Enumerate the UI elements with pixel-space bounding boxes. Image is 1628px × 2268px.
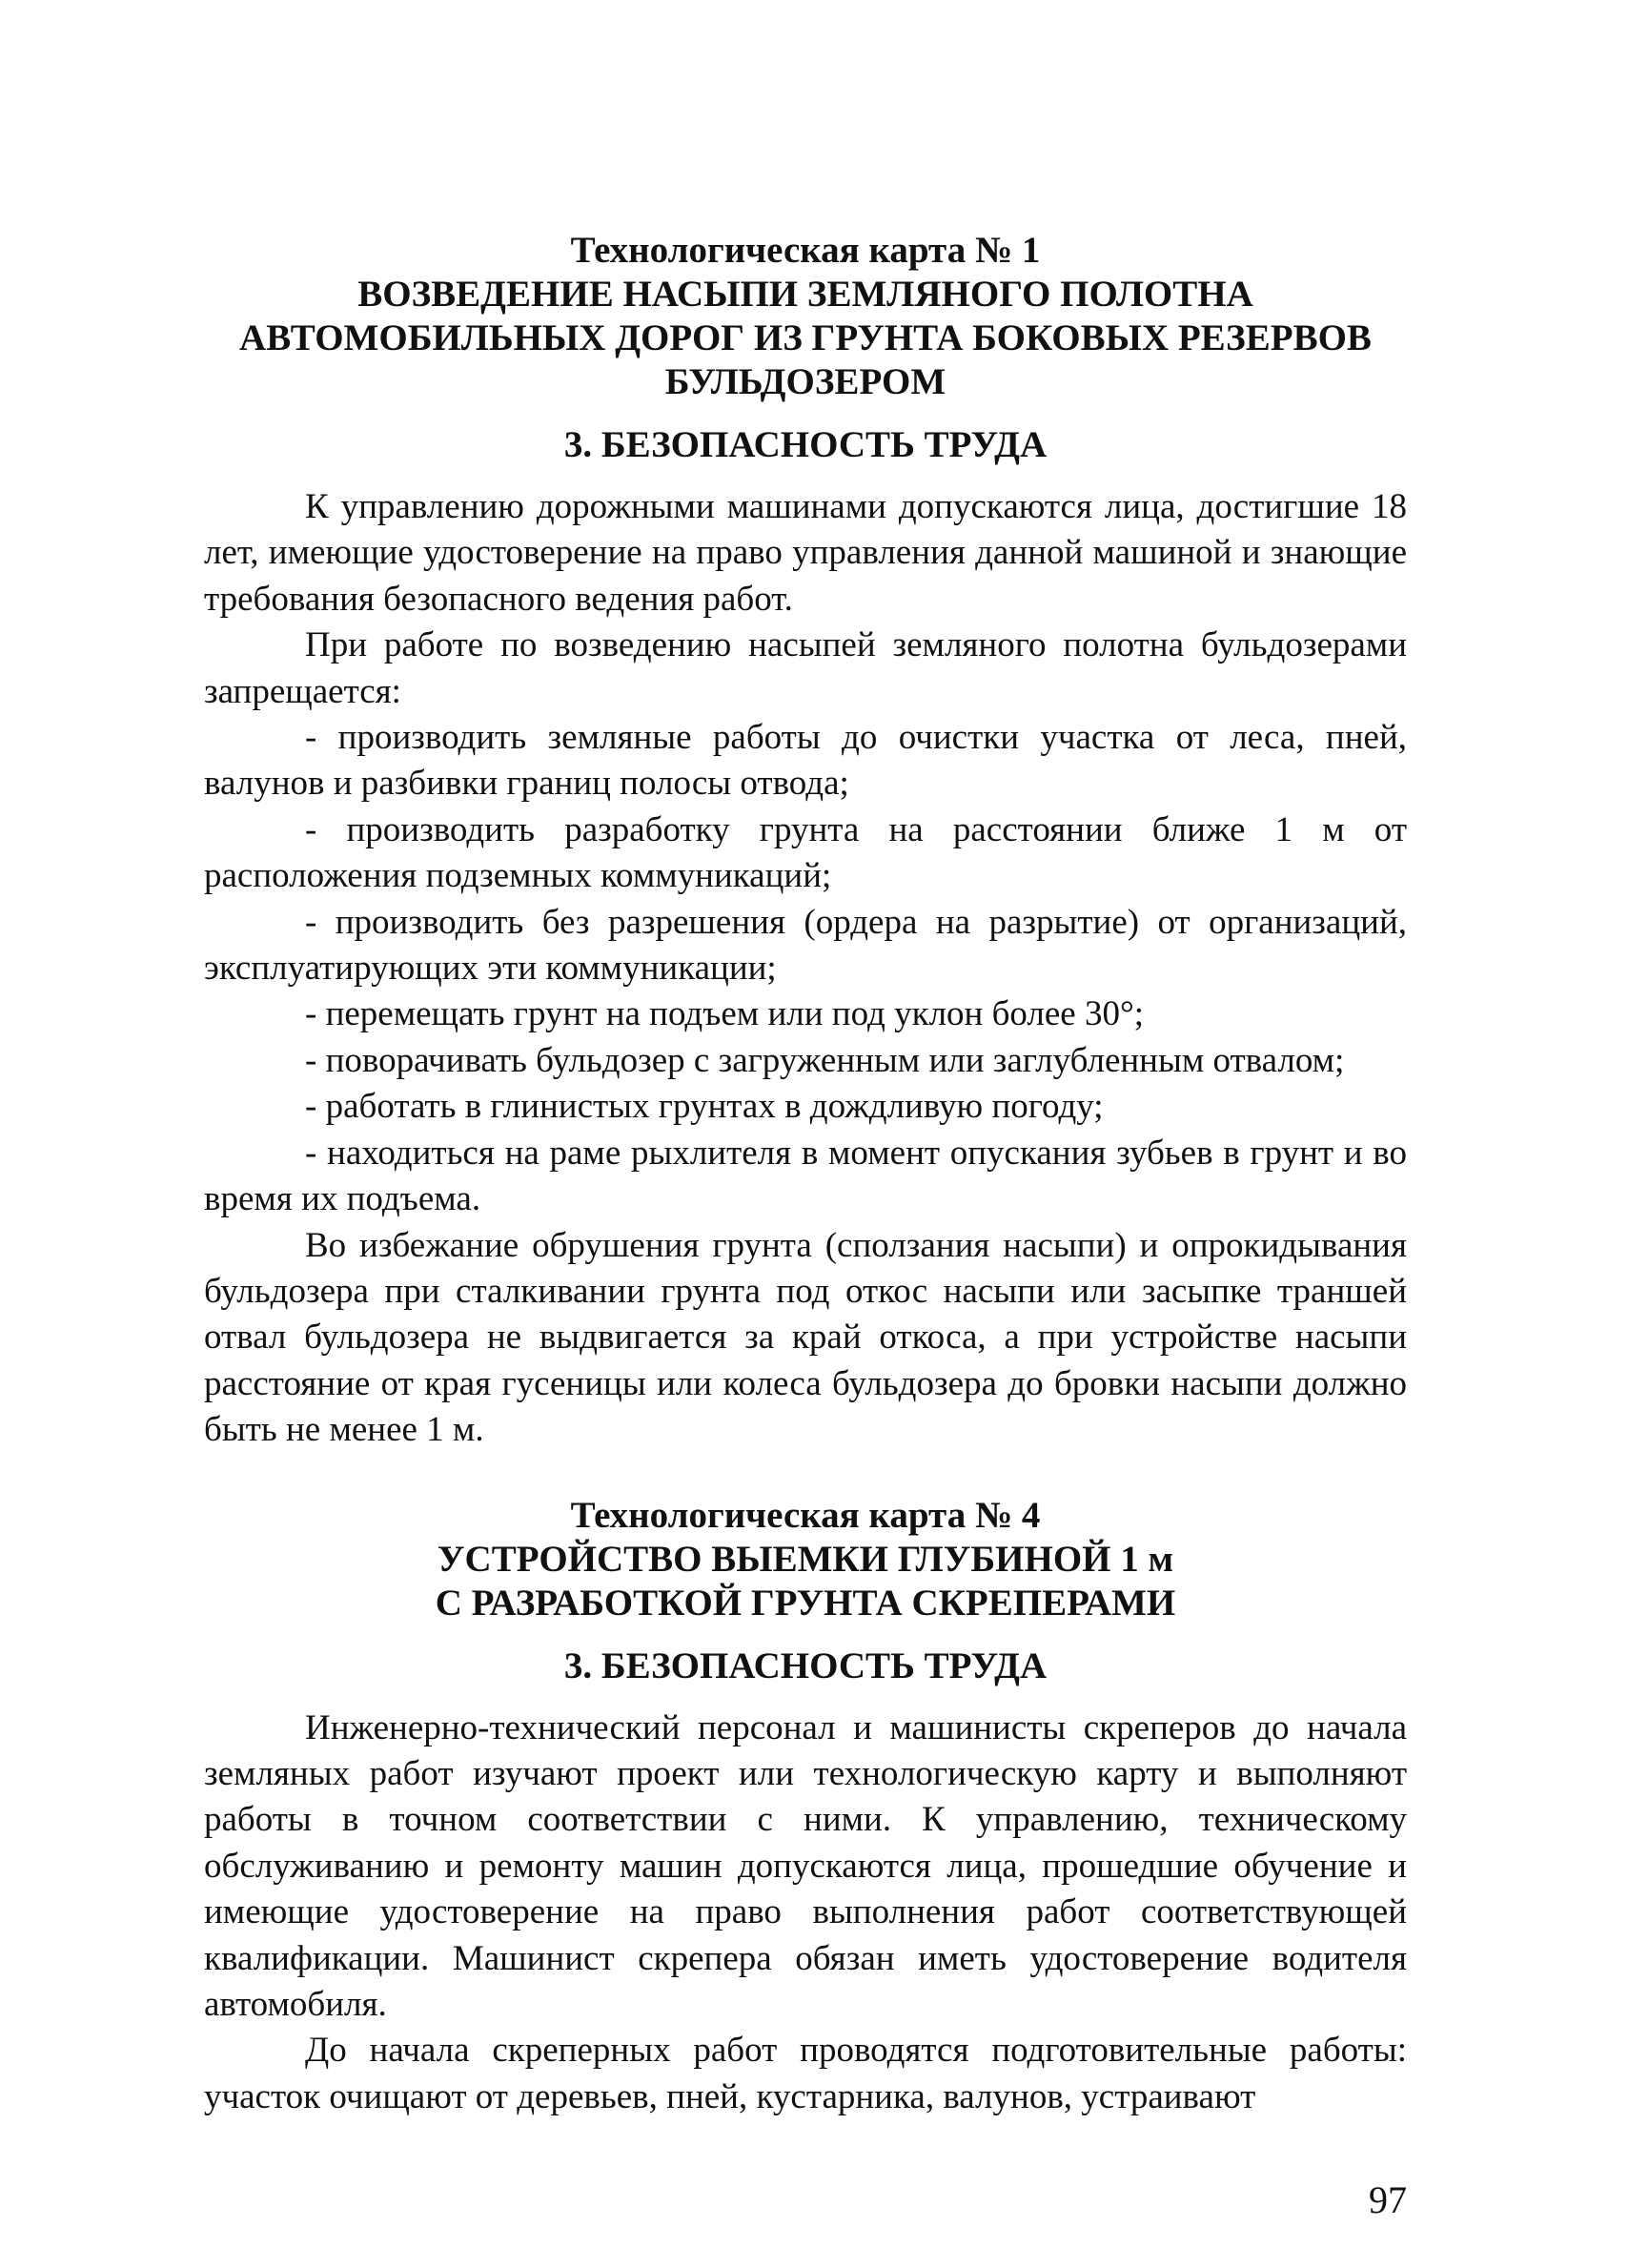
card-4-section-heading: 3. БЕЗОПАСНОСТЬ ТРУДА: [563, 1645, 1048, 1686]
page-number: 97: [1369, 2178, 1407, 2221]
prohibition-item: - находиться на раме рыхлителя в момент опускания зубьев в грунт и во время их подъема.: [204, 1133, 1407, 1219]
card-4-title-line-1: УСТРОЙСТВО ВЫЕМКИ ГЛУБИНОЙ 1 м: [437, 1538, 1174, 1580]
card-1-prohibition-lead: При работе по возведению насыпей земляного полотна бульдозерами запрещается:: [204, 625, 1407, 711]
prohibition-item: - производить разработку грунта на расстоянии ближе 1 м от расположения подземных коммуникаций;: [204, 809, 1407, 896]
card-4-paragraph-1: Инженерно-технический персонал и машинисты скреперов до начала земляных работ изучают проект или технологическую карту и выполняют работы в точном соответствии с ними. К управлению, техническому обслуживанию и ремонту машин допускаются лица, прошедшие обучение и имеющие удостоверение на право выполнения работ соответствующей квалификации. Машинист скрепера обязан иметь удостоверение водителя автомобиля.: [204, 1707, 1407, 2024]
card-1-title-line-1: ВОЗВЕДЕНИЕ НАСЫПИ ЗЕМЛЯНОГО ПОЛОТНА: [357, 274, 1253, 315]
document-page: [204, 229, 1407, 2120]
card-4-paragraph-2: До начала скреперных работ проводятся подготовительные работы: участок очищают от деревьев, пней, кустарника, валунов, устраивают: [204, 2031, 1407, 2116]
card-1-section-heading: 3. БЕЗОПАСНОСТЬ ТРУДА: [563, 424, 1048, 465]
card-4-title-line-2: С РАЗРАБОТКОЙ ГРУНТА СКРЕПЕРАМИ: [435, 1582, 1176, 1624]
prohibition-item: - поворачивать бульдозер с загруженным или заглубленным отвалом;: [305, 1040, 1345, 1080]
prohibition-item: - перемещать грунт на подъем или под уклон более 30°;: [305, 994, 1145, 1034]
card-4-section: [204, 1494, 1407, 2121]
card-1-title-line-3: БУЛЬДОЗЕРОМ: [664, 361, 946, 402]
card-4-label: Технологическая карта № 4: [570, 1494, 1041, 1536]
card-1-closing-paragraph: Во избежание обрушения грунта (сползания насыпи) и опрокидывания бульдозера при сталкивании грунта под откос насыпи или засыпке траншей отвал бульдозера не выдвигается за край откоса, а при устройстве насыпи расстояние от края гусеницы или колеса бульдозера до бровки насыпи должно быть не менее 1 м.: [204, 1225, 1407, 1450]
card-1-section: [204, 229, 1407, 1454]
card-1-label: Технологическая карта № 1: [570, 230, 1041, 271]
prohibition-item: - производить земляные работы до очистки участка от леса, пней, валунов и разбивки границ полосы отвода;: [204, 718, 1407, 804]
prohibition-item: - производить без разрешения (ордера на разрытие) от организаций, эксплуатирующих эти коммуникации;: [204, 902, 1407, 989]
prohibition-item: - работать в глинистых грунтах в дождливую погоду;: [305, 1087, 1104, 1127]
card-1-title-line-2: АВТОМОБИЛЬНЫХ ДОРОГ ИЗ ГРУНТА БОКОВЫХ РЕЗЕРВОВ: [239, 317, 1372, 358]
card-1-intro-paragraph: К управлению дорожными машинами допускаются лица, достигшие 18 лет, имеющие удостоверение на право управления данной машиной и знающие требования безопасного ведения работ.: [204, 487, 1407, 619]
